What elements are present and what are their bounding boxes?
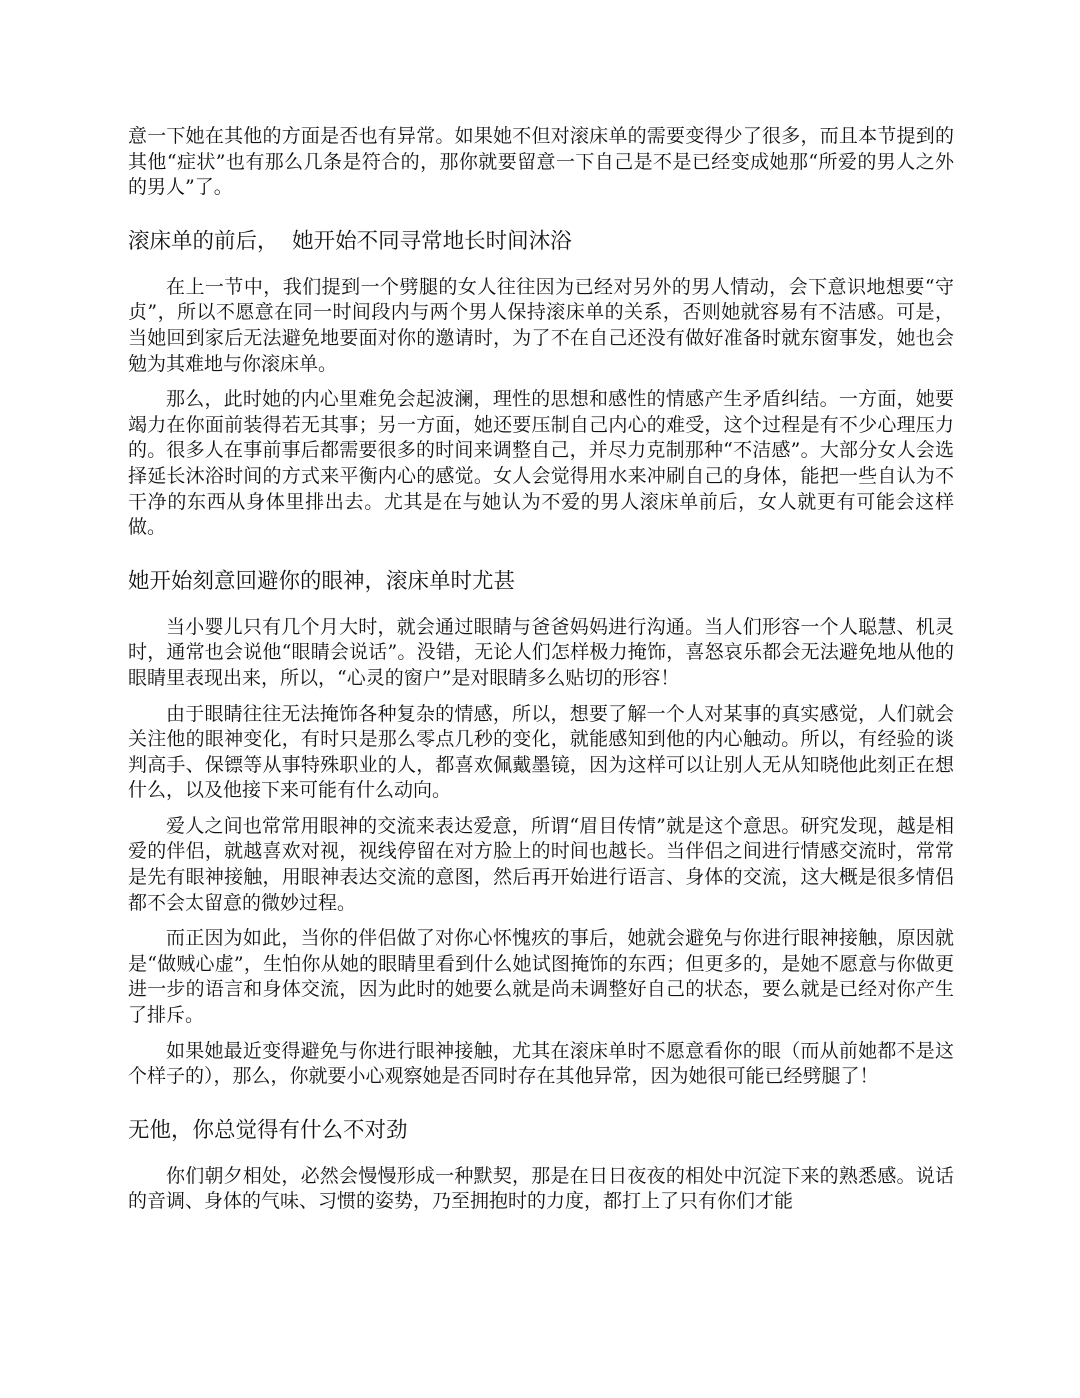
intro-paragraph: 意一下她在其他的方面是否也有异常。如果她不但对滚床单的需要变得少了很多，而且本节提到的其他“症状”也有那么几条是符合的，那你就要留意一下自己是不是已经变成她那“所爱的男人之外的男人”了。 (128, 125, 954, 199)
section-3-paragraph-1: 你们朝夕相处，必然会慢慢形成一种默契，那是在日日夜夜的相处中沉淀下来的熟悉感。说话的音调、身体的气味、习惯的姿势，乃至拥抱时的力度，都打上了只有你们才能 (128, 1164, 954, 1213)
section-1-paragraph-2: 那么，此时她的内心里难免会起波澜，理性的思想和感性的情感产生矛盾纠结。一方面，她要竭力在你面前装得若无其事；另一方面，她还要压制自己内心的难受，这个过程是有不少心理压力的。很多人在事前事后都需要很多的时间来调整自己，并尽力克制那种“不洁感”。大部分女人会选择延长沐浴时间的方式来平衡内心的感觉。女人会觉得用水来冲刷自己的身体，能把一些自认为不干净的东西从身体里排出去。尤其是在与她认为不爱的男人滚床单前后，女人就更有可能会这样做。 (128, 388, 954, 539)
section-heading-eye-contact: 她开始刻意回避你的眼神，滚床单时尤甚 (128, 568, 516, 594)
section-1-paragraph-1: 在上一节中，我们提到一个劈腿的女人往往因为已经对另外的男人情动，会下意识地想要“守贞”，所以不愿意在同一时间段内与两个男人保持滚床单的关系，否则她就容易有不洁感。可是，当她回到家后无法避免地要面对你的邀请时，为了不在自己还没有做好准备时就东窗事发，她也会勉为其难地与你滚床单。 (128, 275, 954, 375)
section-2-paragraph-2: 由于眼睛往往无法掩饰各种复杂的情感，所以，想要了解一个人对某事的真实感觉，人们就会关注他的眼神变化，有时只是那么零点几秒的变化，就能感知到他的内心触动。所以，有经验的谈判高手、保镖等从事特殊职业的人，都喜欢佩戴墨镜，因为这样可以让别人无从知晓他此刻正在想什么，以及他接下来可能有什么动向。 (128, 702, 954, 802)
document-page (128, 124, 954, 1225)
section-2-paragraph-3: 爱人之间也常常用眼神的交流来表达爱意，所谓“眉目传情”就是这个意思。研究发现，越是相爱的伴侣，就越喜欢对视，视线停留在对方脸上的时间也越长。当伴侣之间进行情感交流时，常常是先有眼神接触，用眼神表达交流的意图，然后再开始进行语言、身体的交流，这大概是很多情侣都不会太留意的微妙过程。 (128, 814, 954, 914)
section-2-paragraph-4: 而正因为如此，当你的伴侣做了对你心怀愧疚的事后，她就会避免与你进行眼神接触，原因就是“做贼心虚”，生怕你从她的眼睛里看到什么她试图掩饰的东西；但更多的，是她不愿意与你做更进一步的语言和身体交流，因为此时的她要么就是尚未调整好自己的状态，要么就是已经对你产生了排斥。 (128, 927, 954, 1027)
section-heading-shower: 滚床单的前后， 她开始不同寻常地长时间沐浴 (128, 228, 572, 254)
section-2-paragraph-5: 如果她最近变得避免与你进行眼神接触，尤其在滚床单时不愿意看你的眼（而从前她都不是这个样子的），那么，你就要小心观察她是否同时存在其他异常，因为她很可能已经劈腿了！ (128, 1039, 954, 1088)
section-2-paragraph-1: 当小婴儿只有几个月大时，就会通过眼睛与爸爸妈妈进行沟通。当人们形容一个人聪慧、机灵时，通常也会说他“眼睛会说话”。没错，无论人们怎样极力掩饰，喜怒哀乐都会无法避免地从他的眼睛里表现出来，所以，“心灵的窗户”是对眼睛多么贴切的形容！ (128, 615, 954, 689)
section-heading-something-wrong: 无他，你总觉得有什么不对劲 (128, 1117, 408, 1143)
